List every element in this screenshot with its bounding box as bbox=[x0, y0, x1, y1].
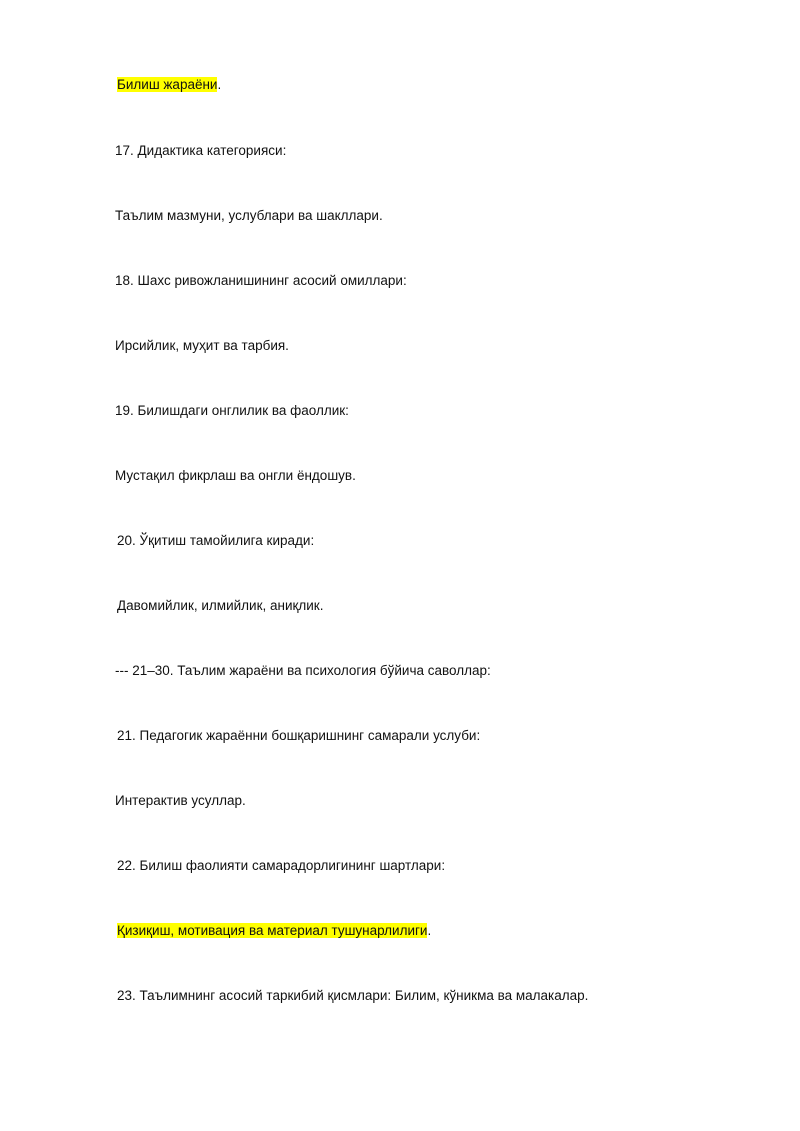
answer-line-16 bbox=[117, 76, 221, 94]
question-23: 23. Таълимнинг асосий таркибий қисмлари: Билим, кўникма ва малакалар. bbox=[117, 988, 589, 1003]
question-21: 21. Педагогик жараённи бошқаришнинг самарали услуби: bbox=[117, 728, 481, 743]
highlighted-answer: Билиш жараёни bbox=[117, 77, 218, 92]
answer-line-22 bbox=[117, 922, 431, 940]
question-19: 19. Билишдаги онглилик ва фаоллик: bbox=[115, 403, 349, 418]
question-17: 17. Дидактика категорияси: bbox=[115, 143, 287, 158]
answer-17: Таълим мазмуни, услублари ва шакллари. bbox=[115, 208, 383, 223]
answer-21: Интерактив усуллар. bbox=[115, 793, 246, 808]
highlighted-answer: Қизиқиш, мотивация ва материал тушунарлилиги bbox=[117, 923, 428, 938]
question-22: 22. Билиш фаолияти самарадорлигининг шартлари: bbox=[117, 858, 446, 873]
section-heading-21-30: --- 21–30. Таълим жараёни ва психология бўйича саволлар: bbox=[115, 663, 491, 678]
answer-20: Давомийлик, илмийлик, аниқлик. bbox=[117, 598, 324, 613]
answer-18: Ирсийлик, муҳит ва тарбия. bbox=[115, 338, 289, 353]
question-20: 20. Ўқитиш тамойилига киради: bbox=[117, 533, 315, 548]
answer-19: Мустақил фикрлаш ва онгли ёндошув. bbox=[115, 468, 356, 483]
question-18: 18. Шахс ривожланишининг асосий омиллари: bbox=[115, 273, 407, 288]
answer-period: . bbox=[427, 923, 432, 938]
answer-period: . bbox=[217, 77, 222, 92]
